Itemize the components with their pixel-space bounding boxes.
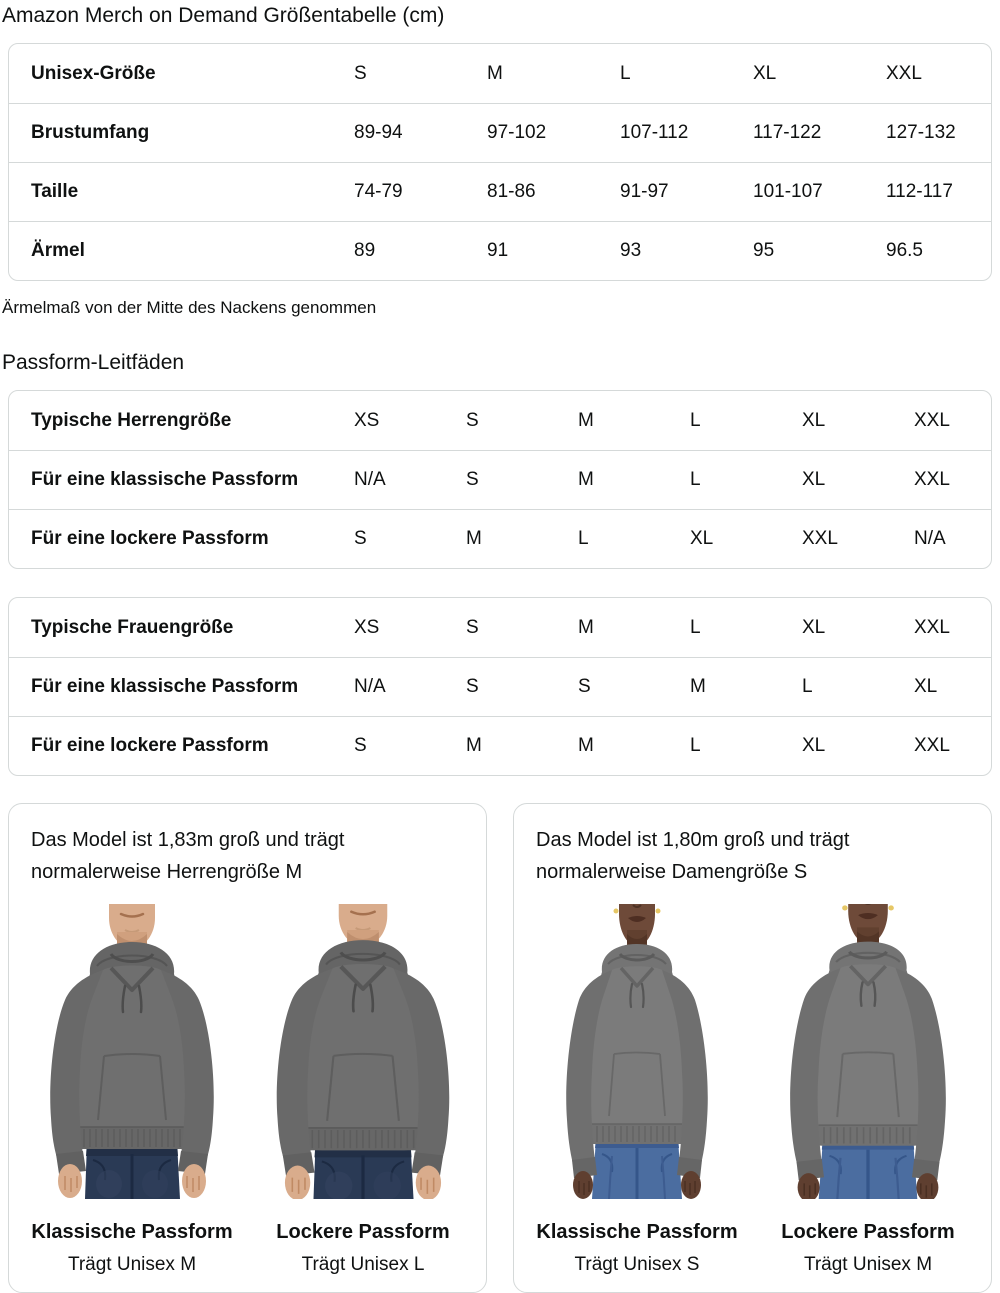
fit-guides-heading: Passform-Leitfäden: [2, 351, 185, 374]
size-cell: XXL: [802, 528, 838, 549]
table-row: [9, 162, 991, 221]
size-cell: M: [578, 616, 594, 638]
fit-label: Lockere Passform: [781, 1221, 955, 1243]
table-row: [9, 221, 991, 280]
size-cell: M: [690, 676, 706, 697]
size-cell: XXL: [886, 62, 922, 84]
table-row: [9, 44, 991, 103]
row-label: Ärmel: [31, 240, 85, 261]
worn-size-label: Trägt Unisex M: [67, 1254, 197, 1275]
table-row: [9, 391, 991, 450]
size-cell: 81-86: [487, 181, 536, 202]
table-row: [9, 103, 991, 162]
size-cell: M: [578, 735, 594, 756]
figure-classic-fit: [534, 904, 740, 1276]
table-row: [9, 657, 991, 716]
figure-loose-fit: [765, 904, 971, 1276]
model-description-line: normalerweise Damengröße S: [536, 861, 808, 883]
size-cell: XXL: [914, 735, 950, 756]
size-cell: S: [578, 676, 591, 697]
size-cell: 117-122: [753, 122, 822, 143]
table-row: [9, 509, 991, 568]
row-label: Taille: [31, 181, 79, 202]
size-cell: 89-94: [354, 122, 403, 143]
mens-fit-table: [8, 390, 992, 569]
size-cell: L: [578, 528, 589, 549]
size-cell: 101-107: [753, 181, 823, 202]
figures-row: [23, 904, 472, 1276]
size-cell: XXL: [914, 409, 950, 431]
row-label: Für eine lockere Passform: [31, 528, 269, 549]
size-cell: 127-132: [886, 122, 956, 143]
size-cell: S: [354, 62, 367, 84]
size-cell: XS: [354, 409, 380, 431]
worn-size-label: Trägt Unisex S: [574, 1254, 700, 1275]
worn-size-label: Trägt Unisex M: [803, 1254, 933, 1275]
size-cell: XXL: [914, 616, 950, 638]
row-label: Unisex-Größe: [31, 62, 156, 84]
size-cell: L: [690, 409, 701, 431]
worn-size-label: Trägt Unisex L: [301, 1254, 425, 1275]
size-cell: N/A: [354, 469, 386, 490]
size-cell: 91: [487, 240, 509, 261]
row-label: Typische Herrengröße: [31, 409, 232, 431]
size-cell: L: [690, 616, 701, 638]
unisex-size-table: [8, 43, 992, 281]
size-cell: L: [690, 469, 701, 490]
row-label: Typische Frauengröße: [31, 616, 234, 638]
size-cell: 96.5: [886, 240, 923, 261]
size-cell: N/A: [354, 676, 386, 697]
size-cell: 112-117: [886, 181, 953, 202]
size-cell: M: [466, 528, 482, 549]
size-cell: XL: [914, 676, 938, 697]
figure-classic-fit: [29, 904, 235, 1276]
model-photo-female-classic-fit: [542, 904, 732, 1199]
size-cell: S: [466, 676, 479, 697]
size-cell: L: [802, 676, 813, 697]
size-cell: 97-102: [487, 122, 547, 143]
size-cell: XL: [690, 528, 714, 549]
size-cell: S: [466, 409, 479, 431]
size-cell: XL: [802, 469, 826, 490]
page-title: Amazon Merch on Demand Größentabelle (cm): [2, 4, 445, 27]
size-cell: 89: [354, 240, 376, 261]
size-cell: M: [578, 469, 594, 490]
fit-label: Klassische Passform: [536, 1221, 738, 1243]
size-cell: M: [466, 735, 482, 756]
row-label: Für eine klassische Passform: [31, 469, 299, 490]
fit-label: Lockere Passform: [276, 1221, 450, 1243]
size-cell: 74-79: [354, 181, 403, 202]
figures-row: [528, 904, 977, 1276]
row-label: Brustumfang: [31, 122, 150, 143]
size-cell: XS: [354, 616, 380, 638]
size-cell: 107-112: [620, 122, 689, 143]
size-cell: N/A: [914, 528, 946, 549]
model-description-line: Das Model ist 1,83m groß und trägt: [31, 829, 345, 851]
fit-label: Klassische Passform: [31, 1221, 233, 1243]
size-cell: S: [354, 528, 367, 549]
size-cell: 93: [620, 240, 642, 261]
model-cards-row: [8, 803, 992, 1293]
table-row: [9, 450, 991, 509]
row-label: Für eine klassische Passform: [31, 676, 299, 697]
size-cell: 91-97: [620, 181, 669, 202]
size-cell: S: [354, 735, 367, 756]
model-card-mens: [8, 803, 487, 1293]
figure-loose-fit: [260, 904, 466, 1276]
size-cell: XL: [753, 62, 777, 84]
size-cell: M: [578, 409, 594, 431]
model-description: [31, 824, 472, 888]
model-photo-male-classic-fit: [37, 904, 227, 1199]
womens-fit-table: [8, 597, 992, 776]
table-row: [9, 598, 991, 657]
size-cell: M: [487, 62, 503, 84]
model-card-womens: [513, 803, 992, 1293]
size-cell: 95: [753, 240, 775, 261]
model-description-line: normalerweise Herrengröße M: [31, 861, 303, 883]
size-cell: L: [690, 735, 701, 756]
size-cell: XXL: [914, 469, 950, 490]
sleeve-measure-note: Ärmelmaß von der Mitte des Nackens genommen: [2, 298, 377, 317]
size-cell: XL: [802, 409, 826, 431]
row-label: Für eine lockere Passform: [31, 735, 269, 756]
size-cell: S: [466, 616, 479, 638]
table-row: [9, 716, 991, 775]
size-cell: XL: [802, 735, 826, 756]
size-cell: L: [620, 62, 631, 84]
size-cell: S: [466, 469, 479, 490]
model-photo-male-loose-fit: [268, 904, 458, 1199]
model-description: [536, 824, 977, 888]
size-cell: XL: [802, 616, 826, 638]
model-photo-female-loose-fit: [773, 904, 963, 1199]
model-description-line: Das Model ist 1,80m groß und trägt: [536, 829, 850, 851]
